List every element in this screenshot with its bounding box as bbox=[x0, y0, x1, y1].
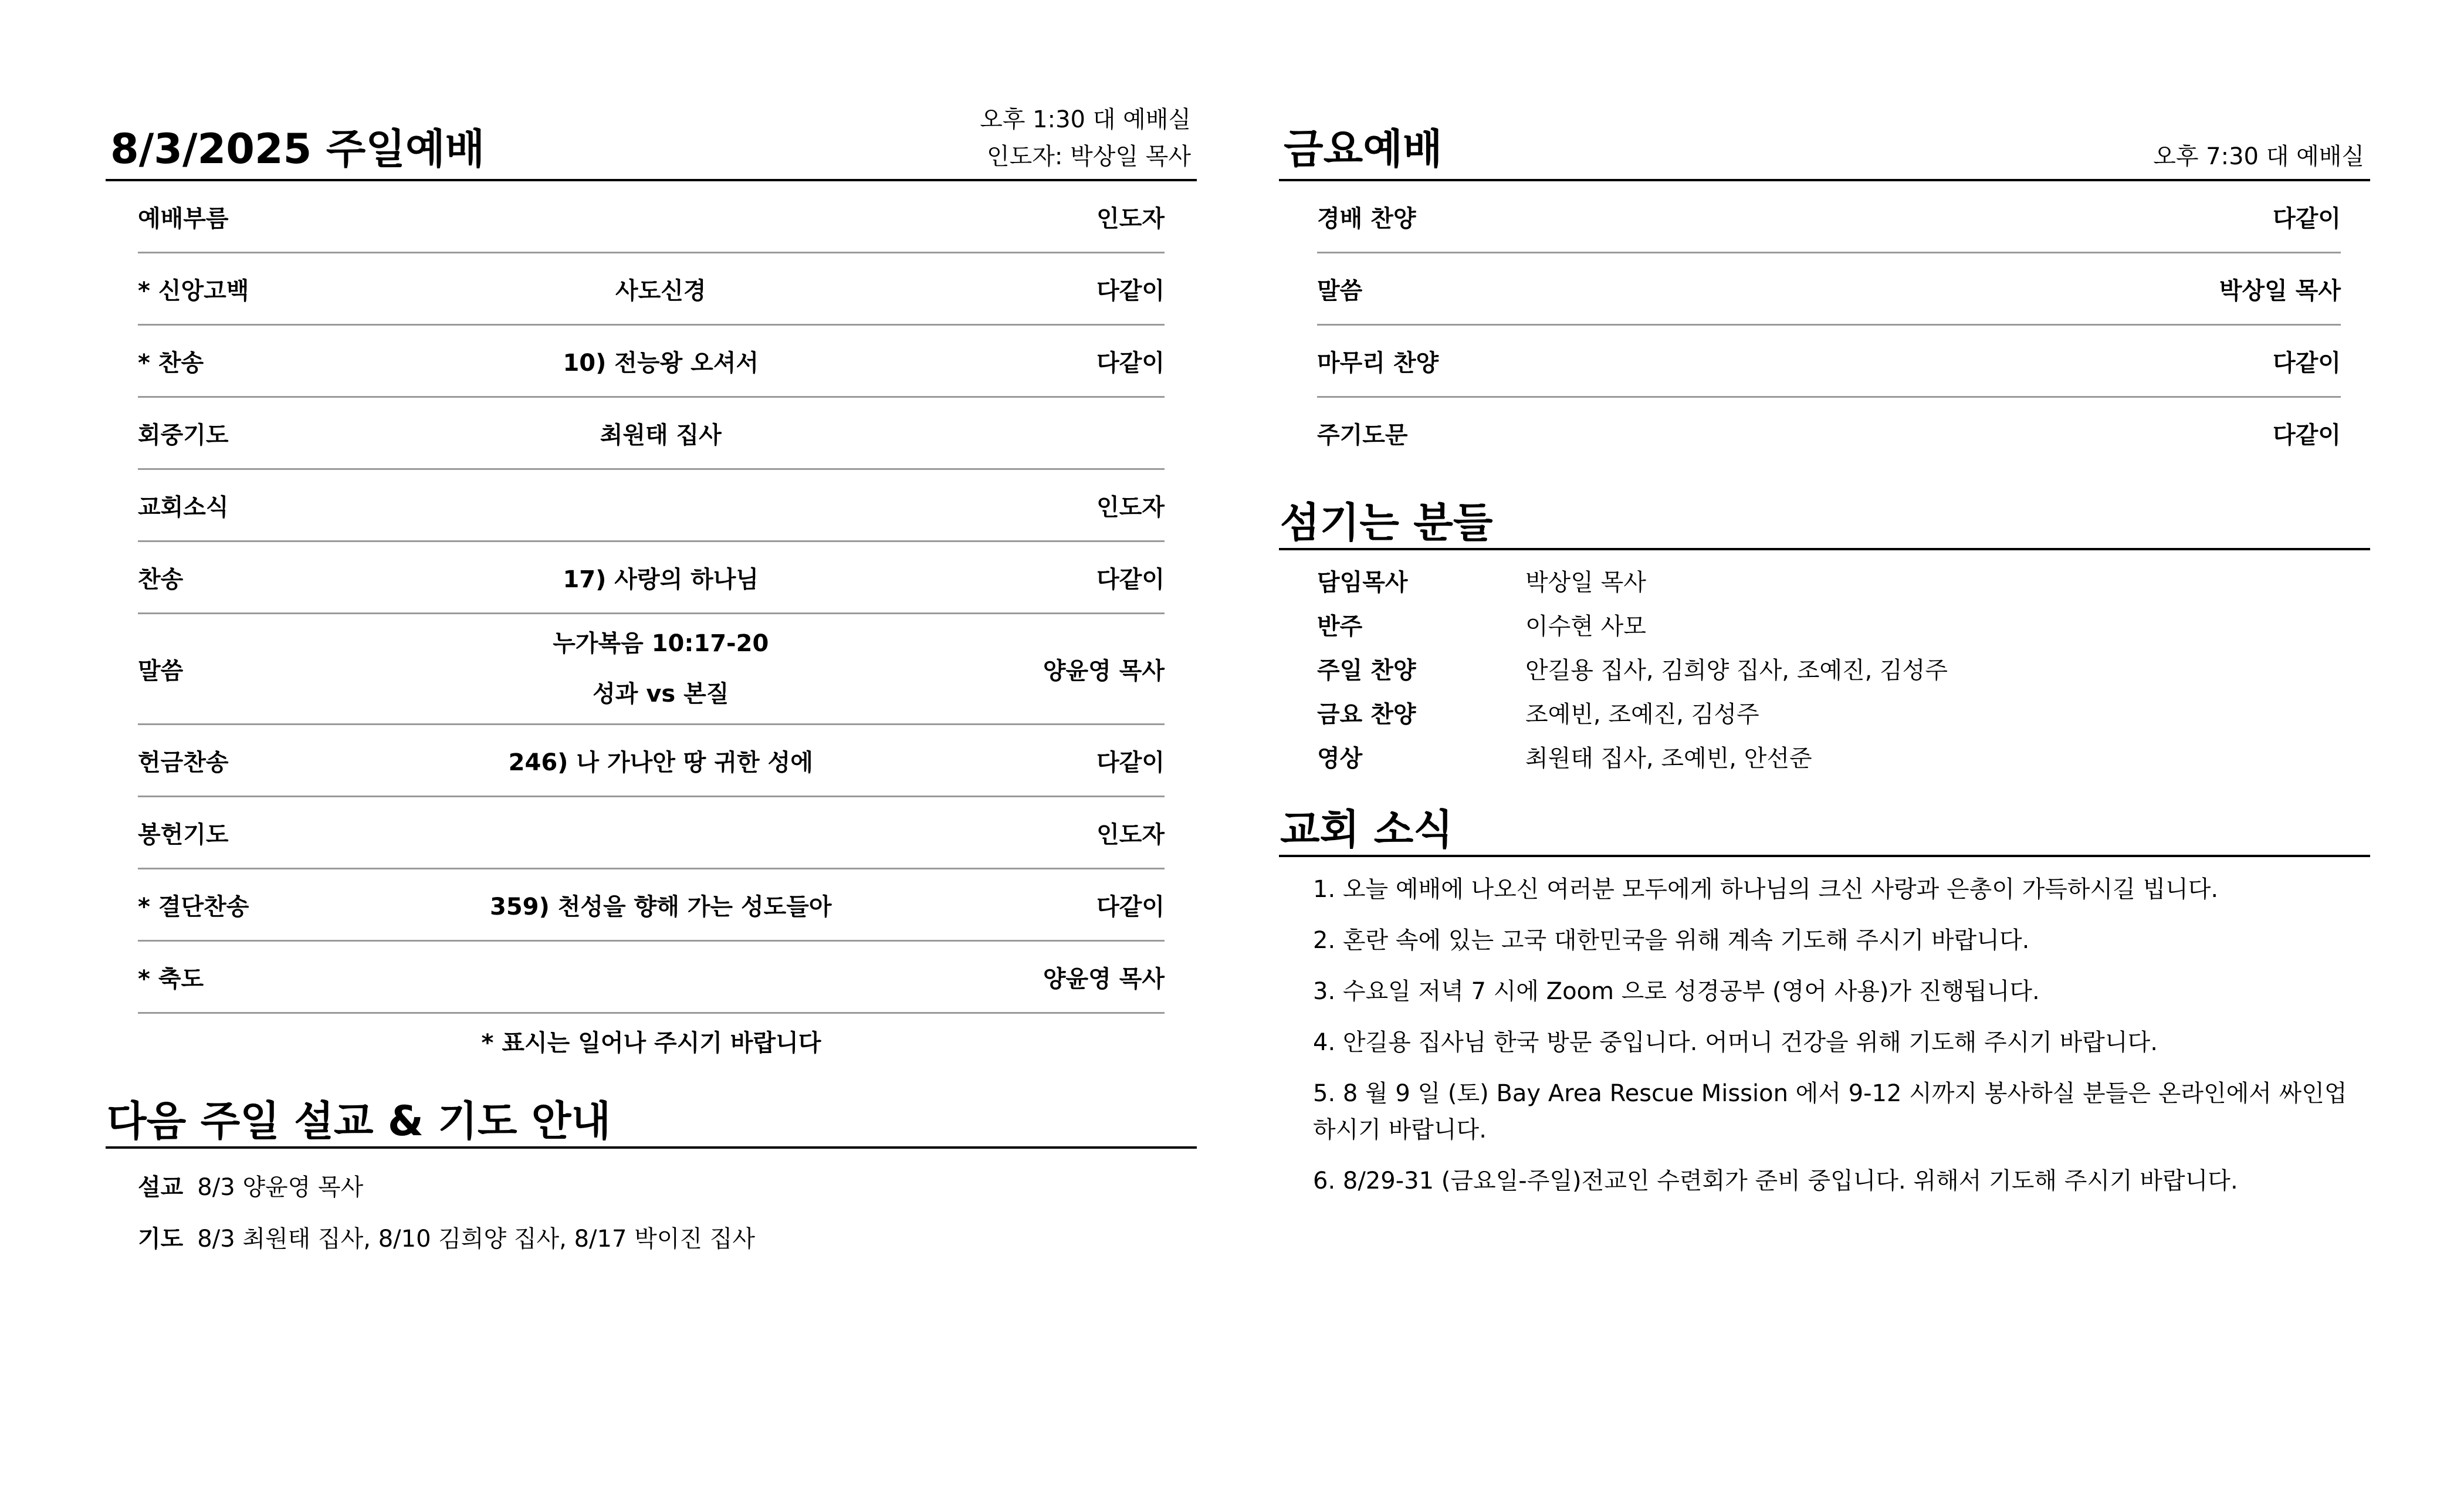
order-row bbox=[138, 541, 1165, 614]
prayer-text: 8/3 최원태 집사, 8/10 김희양 집사, 8/17 박이진 집사 bbox=[197, 1226, 756, 1253]
servant-names: 박상일 목사 bbox=[1525, 569, 1646, 596]
order-person: 다같이 bbox=[832, 869, 1165, 941]
news-item: 1. 오늘 예배에 나오신 여러분 모두에게 하나님의 크신 사랑과 은총이 가득하시길 빕니다. bbox=[1313, 876, 2219, 903]
friday-person: 박상일 목사 bbox=[1829, 253, 2341, 325]
friday-header bbox=[1279, 100, 2370, 181]
order-row bbox=[138, 397, 1165, 469]
servants-title: 섬기는 분들 bbox=[1280, 499, 1493, 547]
order-person: 인도자 bbox=[832, 469, 1165, 541]
order-content bbox=[490, 797, 832, 869]
order-row bbox=[138, 325, 1165, 397]
right-column bbox=[1279, 100, 2370, 1214]
order-part: * 찬송 bbox=[138, 325, 490, 397]
news-item: 2. 혼란 속에 있는 고국 대한민국을 위해 계속 기도해 주시기 바랍니다. bbox=[1313, 927, 2030, 954]
order-row bbox=[138, 941, 1165, 1013]
prayer-label: 기도 bbox=[138, 1226, 184, 1253]
friday-time-place: 오후 7:30 대 예배실 bbox=[2153, 143, 2364, 170]
order-person: 인도자 bbox=[832, 797, 1165, 869]
servant-row bbox=[1317, 561, 2370, 605]
friday-part: 경배 찬양 bbox=[1317, 181, 1829, 253]
servant-role: 금요 찬양 bbox=[1317, 701, 1416, 728]
order-row bbox=[138, 469, 1165, 541]
order-part: 헌금찬송 bbox=[138, 725, 490, 797]
sermon-title: 성과 vs 본질 bbox=[593, 681, 729, 708]
servant-names: 최원태 집사, 조예빈, 안선준 bbox=[1525, 745, 1812, 772]
next-week-header bbox=[106, 1096, 1197, 1149]
order-content: 246) 나 가나안 땅 귀한 성에 bbox=[490, 725, 832, 797]
order-part: 교회소식 bbox=[138, 469, 490, 541]
order-person: 다같이 bbox=[832, 253, 1165, 325]
sunday-title: 8/3/2025 주일예배 bbox=[110, 125, 485, 173]
servant-role: 담임목사 bbox=[1317, 569, 1408, 596]
order-row bbox=[138, 181, 1165, 253]
order-content: 359) 천성을 향해 가는 성도들아 bbox=[490, 869, 832, 941]
order-person bbox=[832, 397, 1165, 469]
servant-role: 주일 찬양 bbox=[1317, 657, 1416, 684]
news-item: 6. 8/29-31 (금요일-주일)전교인 수련회가 준비 중입니다. 위해서 기도해 주시기 바랍니다. bbox=[1313, 1167, 2238, 1194]
sermon-text: 8/3 양윤영 목사 bbox=[197, 1174, 364, 1201]
news-header bbox=[1279, 804, 2370, 857]
news-list bbox=[1313, 871, 2357, 1199]
friday-order-table bbox=[1317, 181, 2341, 468]
servant-names: 이수현 사모 bbox=[1525, 613, 1646, 640]
order-part: 회중기도 bbox=[138, 397, 490, 469]
order-part: 봉헌기도 bbox=[138, 797, 490, 869]
friday-row bbox=[1317, 325, 2341, 397]
servant-role: 영상 bbox=[1317, 745, 1363, 772]
order-person: 양윤영 목사 bbox=[832, 614, 1165, 725]
order-part: 찬송 bbox=[138, 541, 490, 614]
sunday-header bbox=[106, 100, 1197, 181]
sermon-scripture: 누가복음 10:17-20 bbox=[553, 630, 769, 657]
next-week-list bbox=[138, 1162, 1197, 1265]
order-content: 17) 사랑의 하나님 bbox=[490, 541, 832, 614]
order-person: 다같이 bbox=[832, 725, 1165, 797]
order-part: * 결단찬송 bbox=[138, 869, 490, 941]
friday-person: 다같이 bbox=[1829, 181, 2341, 253]
sunday-order-table bbox=[138, 181, 1165, 1014]
friday-meta bbox=[2153, 138, 2364, 175]
order-content: 최원태 집사 bbox=[490, 397, 832, 469]
news-item: 3. 수요일 저녁 7 시에 Zoom 으로 성경공부 (영어 사용)가 진행됩니다. bbox=[1313, 978, 2040, 1005]
order-person: 다같이 bbox=[832, 541, 1165, 614]
order-row-sermon bbox=[138, 614, 1165, 725]
order-row bbox=[138, 253, 1165, 325]
order-row bbox=[138, 797, 1165, 869]
order-row bbox=[138, 869, 1165, 941]
stand-note: * 표시는 일어나 주시기 바랍니다 bbox=[481, 1030, 821, 1057]
order-content: 10) 전능왕 오셔서 bbox=[490, 325, 832, 397]
order-part: 예배부름 bbox=[138, 181, 490, 253]
servant-row bbox=[1317, 693, 2370, 737]
left-column bbox=[106, 100, 1197, 1265]
friday-person: 다같이 bbox=[2273, 421, 2341, 449]
servant-names: 안길용 집사, 김희양 집사, 조예진, 김성주 bbox=[1525, 657, 1948, 684]
servant-role: 반주 bbox=[1317, 613, 1363, 640]
friday-row bbox=[1317, 397, 2341, 469]
friday-title: 금요예배 bbox=[1284, 125, 1443, 173]
servant-row bbox=[1317, 649, 2370, 693]
order-content bbox=[490, 941, 832, 1013]
sunday-time-place: 오후 1:30 대 예배실 bbox=[980, 106, 1191, 133]
order-row bbox=[138, 725, 1165, 797]
servant-names: 조예빈, 조예진, 김성주 bbox=[1525, 701, 1759, 728]
order-content: 사도신경 bbox=[490, 253, 832, 325]
sunday-leader: 인도자: 박상일 목사 bbox=[986, 143, 1191, 170]
servant-row bbox=[1317, 605, 2370, 649]
sunday-meta bbox=[980, 101, 1191, 175]
sermon-line bbox=[138, 1162, 1197, 1213]
order-content bbox=[490, 181, 832, 253]
friday-person: 다같이 bbox=[1829, 325, 2341, 397]
friday-row bbox=[1317, 253, 2341, 325]
servants-list bbox=[1317, 561, 2370, 781]
next-week-title: 다음 주일 설교 & 기도 안내 bbox=[107, 1097, 611, 1145]
friday-row bbox=[1317, 181, 2341, 253]
servant-row bbox=[1317, 737, 2370, 781]
news-item: 5. 8 월 9 일 (토) Bay Area Rescue Mission 에서 9-12 시까지 봉사하실 분들은 온라인에서 싸인업 하시기 바랍니다. bbox=[1313, 1080, 2347, 1143]
sermon-label: 설교 bbox=[138, 1174, 184, 1201]
prayer-line bbox=[138, 1213, 1197, 1265]
friday-part: 마무리 찬양 bbox=[1317, 325, 1829, 397]
friday-part: 주기도문 bbox=[1317, 421, 1408, 449]
news-item: 4. 안길용 집사님 한국 방문 중입니다. 어머니 건강을 위해 기도해 주시기 바랍니다. bbox=[1313, 1029, 2158, 1056]
order-part: 말씀 bbox=[138, 614, 490, 725]
order-part: * 신앙고백 bbox=[138, 253, 490, 325]
friday-part: 말씀 bbox=[1317, 253, 1829, 325]
servants-header bbox=[1279, 497, 2370, 550]
order-content bbox=[490, 469, 832, 541]
order-person: 다같이 bbox=[832, 325, 1165, 397]
order-part: * 축도 bbox=[138, 941, 490, 1013]
news-title: 교회 소식 bbox=[1280, 805, 1453, 854]
order-person: 인도자 bbox=[832, 181, 1165, 253]
order-person: 양윤영 목사 bbox=[832, 941, 1165, 1013]
sermon-content bbox=[490, 614, 832, 725]
